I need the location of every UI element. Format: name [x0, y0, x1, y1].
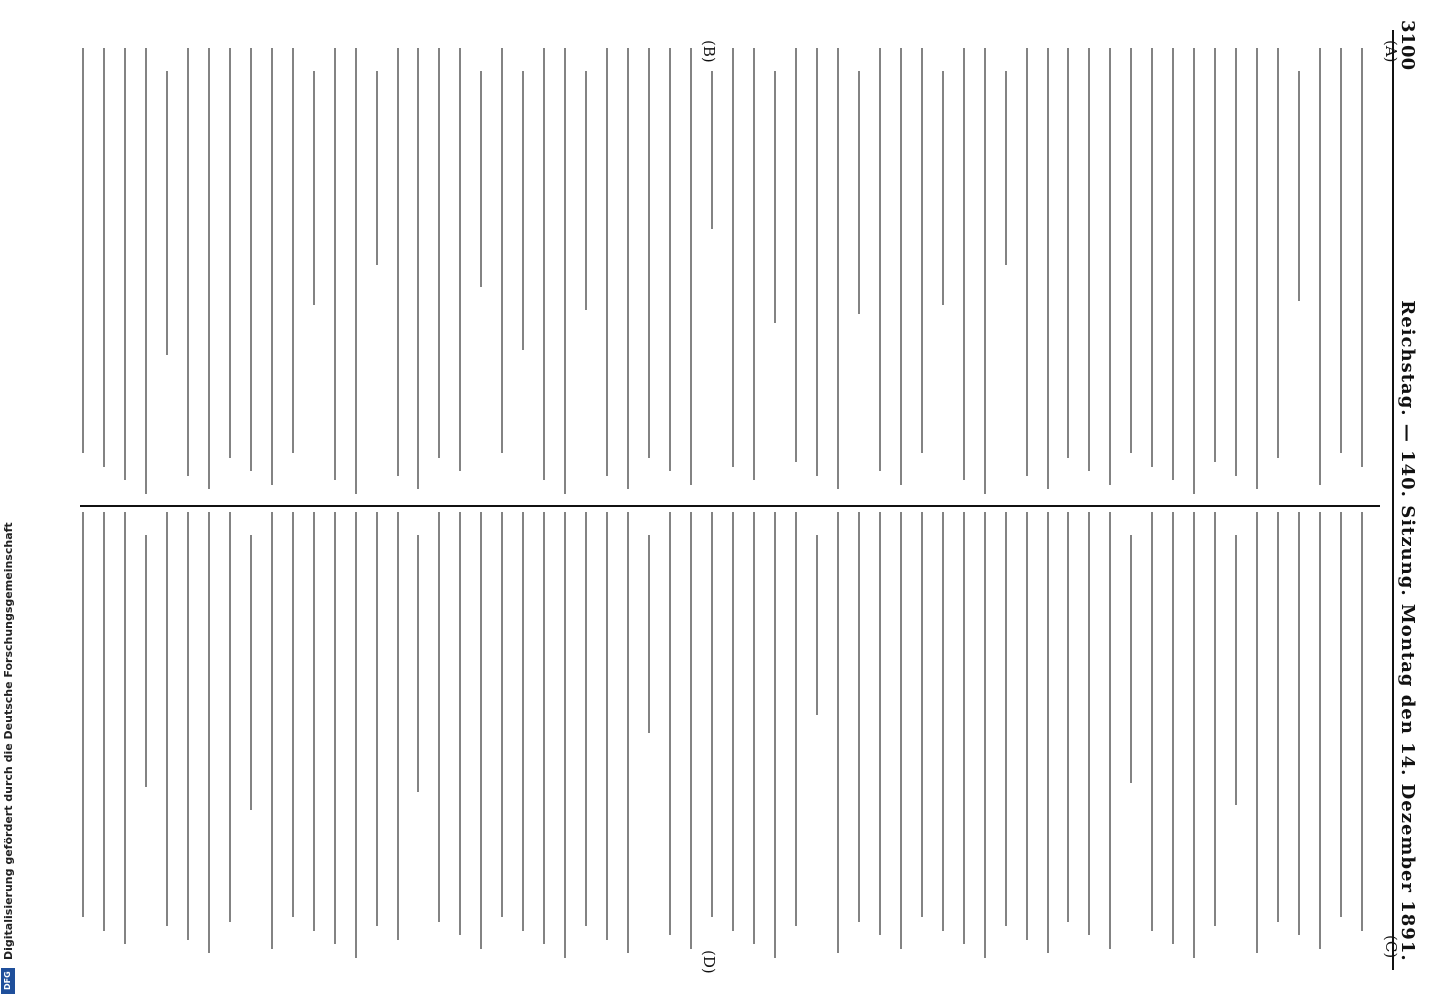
text-line	[1277, 48, 1279, 458]
text-line	[1193, 512, 1195, 958]
text-line	[1047, 48, 1049, 489]
text-line	[313, 71, 315, 305]
text-line	[1172, 512, 1174, 944]
text-line	[711, 512, 713, 917]
text-line	[1319, 512, 1321, 949]
text-line	[501, 48, 503, 453]
text-line	[1340, 48, 1342, 453]
text-line	[1235, 48, 1237, 476]
text-line	[627, 512, 629, 953]
text-line	[753, 512, 755, 944]
text-line	[501, 512, 503, 917]
text-line	[795, 48, 797, 462]
text-line	[1277, 512, 1279, 922]
text-line	[774, 71, 776, 323]
text-line	[1256, 48, 1258, 489]
text-line	[82, 512, 84, 917]
text-line	[103, 512, 105, 931]
text-line	[334, 512, 336, 944]
text-line	[984, 48, 986, 494]
text-line	[732, 512, 734, 931]
text-line	[942, 71, 944, 305]
text-line	[837, 48, 839, 489]
margin-marker-d: (D)	[700, 950, 718, 974]
text-line	[1172, 48, 1174, 480]
text-line	[1067, 512, 1069, 922]
text-line	[732, 48, 734, 467]
text-line	[669, 512, 671, 935]
dfg-logo-text: DFG	[3, 971, 12, 990]
text-line	[187, 512, 189, 940]
margin-marker-c: (C)	[1382, 935, 1400, 959]
text-line	[585, 512, 587, 926]
text-line	[438, 512, 440, 922]
text-line	[292, 512, 294, 917]
text-line	[606, 48, 608, 476]
text-line	[1193, 48, 1195, 494]
text-line	[1151, 512, 1153, 931]
text-line	[921, 512, 923, 917]
text-line	[166, 512, 168, 926]
text-line	[1319, 48, 1321, 485]
text-line	[564, 512, 566, 958]
text-line	[397, 512, 399, 940]
text-line	[900, 512, 902, 949]
text-line	[858, 71, 860, 314]
text-line	[1047, 512, 1049, 953]
text-line	[229, 48, 231, 458]
text-line	[753, 48, 755, 480]
text-line	[124, 48, 126, 480]
text-line	[1067, 48, 1069, 458]
text-line	[963, 512, 965, 944]
margin-marker-a: (A)	[1382, 40, 1400, 63]
text-line	[1026, 512, 1028, 940]
text-line	[480, 71, 482, 287]
text-line	[984, 512, 986, 958]
page-header	[1397, 20, 1418, 962]
text-line	[1214, 512, 1216, 926]
text-line	[690, 512, 692, 949]
text-line	[229, 512, 231, 922]
text-line	[606, 512, 608, 940]
text-line	[816, 535, 818, 715]
text-line	[1005, 71, 1007, 265]
text-line	[1256, 512, 1258, 953]
text-line	[921, 48, 923, 453]
text-line	[397, 48, 399, 476]
text-line	[124, 512, 126, 944]
text-line	[250, 535, 252, 810]
text-line	[543, 48, 545, 480]
text-line	[82, 48, 84, 453]
text-line	[208, 48, 210, 489]
header-rule	[1392, 30, 1394, 970]
text-line	[376, 512, 378, 926]
text-line	[292, 48, 294, 453]
text-line	[648, 48, 650, 458]
text-line	[480, 512, 482, 949]
text-line	[459, 512, 461, 935]
text-line	[1026, 48, 1028, 476]
text-line	[1151, 48, 1153, 467]
text-line	[208, 512, 210, 953]
text-line	[1130, 48, 1132, 453]
text-line	[816, 48, 818, 476]
text-line	[858, 512, 860, 922]
text-line	[1005, 512, 1007, 926]
text-line	[627, 48, 629, 489]
text-line	[522, 512, 524, 931]
dfg-logo	[1, 968, 15, 994]
text-line	[711, 71, 713, 229]
text-line	[334, 48, 336, 480]
text-line	[942, 512, 944, 931]
text-line	[271, 512, 273, 949]
running-title: Reichstag. — 140. Sitzung. Montag den 14. Dezember 1891.	[1397, 300, 1418, 962]
text-line	[1130, 535, 1132, 783]
page-number: 3100	[1397, 20, 1418, 71]
text-line	[1088, 512, 1090, 935]
text-line	[585, 71, 587, 310]
text-line	[459, 48, 461, 471]
text-line	[145, 48, 147, 494]
column-divider	[80, 505, 1380, 507]
text-line	[355, 48, 357, 494]
text-line	[648, 535, 650, 733]
text-line	[900, 48, 902, 485]
text-line	[1340, 512, 1342, 917]
text-line	[1235, 535, 1237, 805]
text-line	[564, 48, 566, 494]
text-line	[438, 48, 440, 458]
text-line	[837, 512, 839, 953]
text-line	[522, 71, 524, 350]
text-line	[313, 512, 315, 931]
text-line	[103, 48, 105, 467]
text-line	[376, 71, 378, 265]
text-line	[1298, 71, 1300, 301]
text-line	[250, 48, 252, 471]
text-line	[1109, 512, 1111, 949]
text-line	[355, 512, 357, 958]
text-line	[271, 48, 273, 485]
text-line	[145, 535, 147, 787]
text-line	[963, 48, 965, 480]
text-line	[417, 535, 419, 792]
text-line	[1109, 48, 1111, 485]
text-line	[795, 512, 797, 926]
footer-credit: Digitalisierung gefördert durch die Deutsche Forschungsgemeinschaft	[2, 522, 15, 960]
column-right-text	[82, 512, 1382, 962]
text-line	[774, 512, 776, 958]
text-line	[1298, 512, 1300, 935]
text-line	[166, 71, 168, 355]
text-line	[1088, 48, 1090, 471]
text-line	[669, 48, 671, 471]
margin-marker-b: (B)	[700, 40, 718, 63]
text-line	[417, 48, 419, 489]
text-line	[879, 512, 881, 935]
text-line	[690, 48, 692, 485]
text-line	[1361, 48, 1363, 467]
text-line	[1214, 48, 1216, 462]
text-line	[187, 48, 189, 476]
text-line	[879, 48, 881, 471]
text-line	[1361, 512, 1363, 931]
text-line	[543, 512, 545, 944]
column-left-text	[82, 48, 1382, 498]
